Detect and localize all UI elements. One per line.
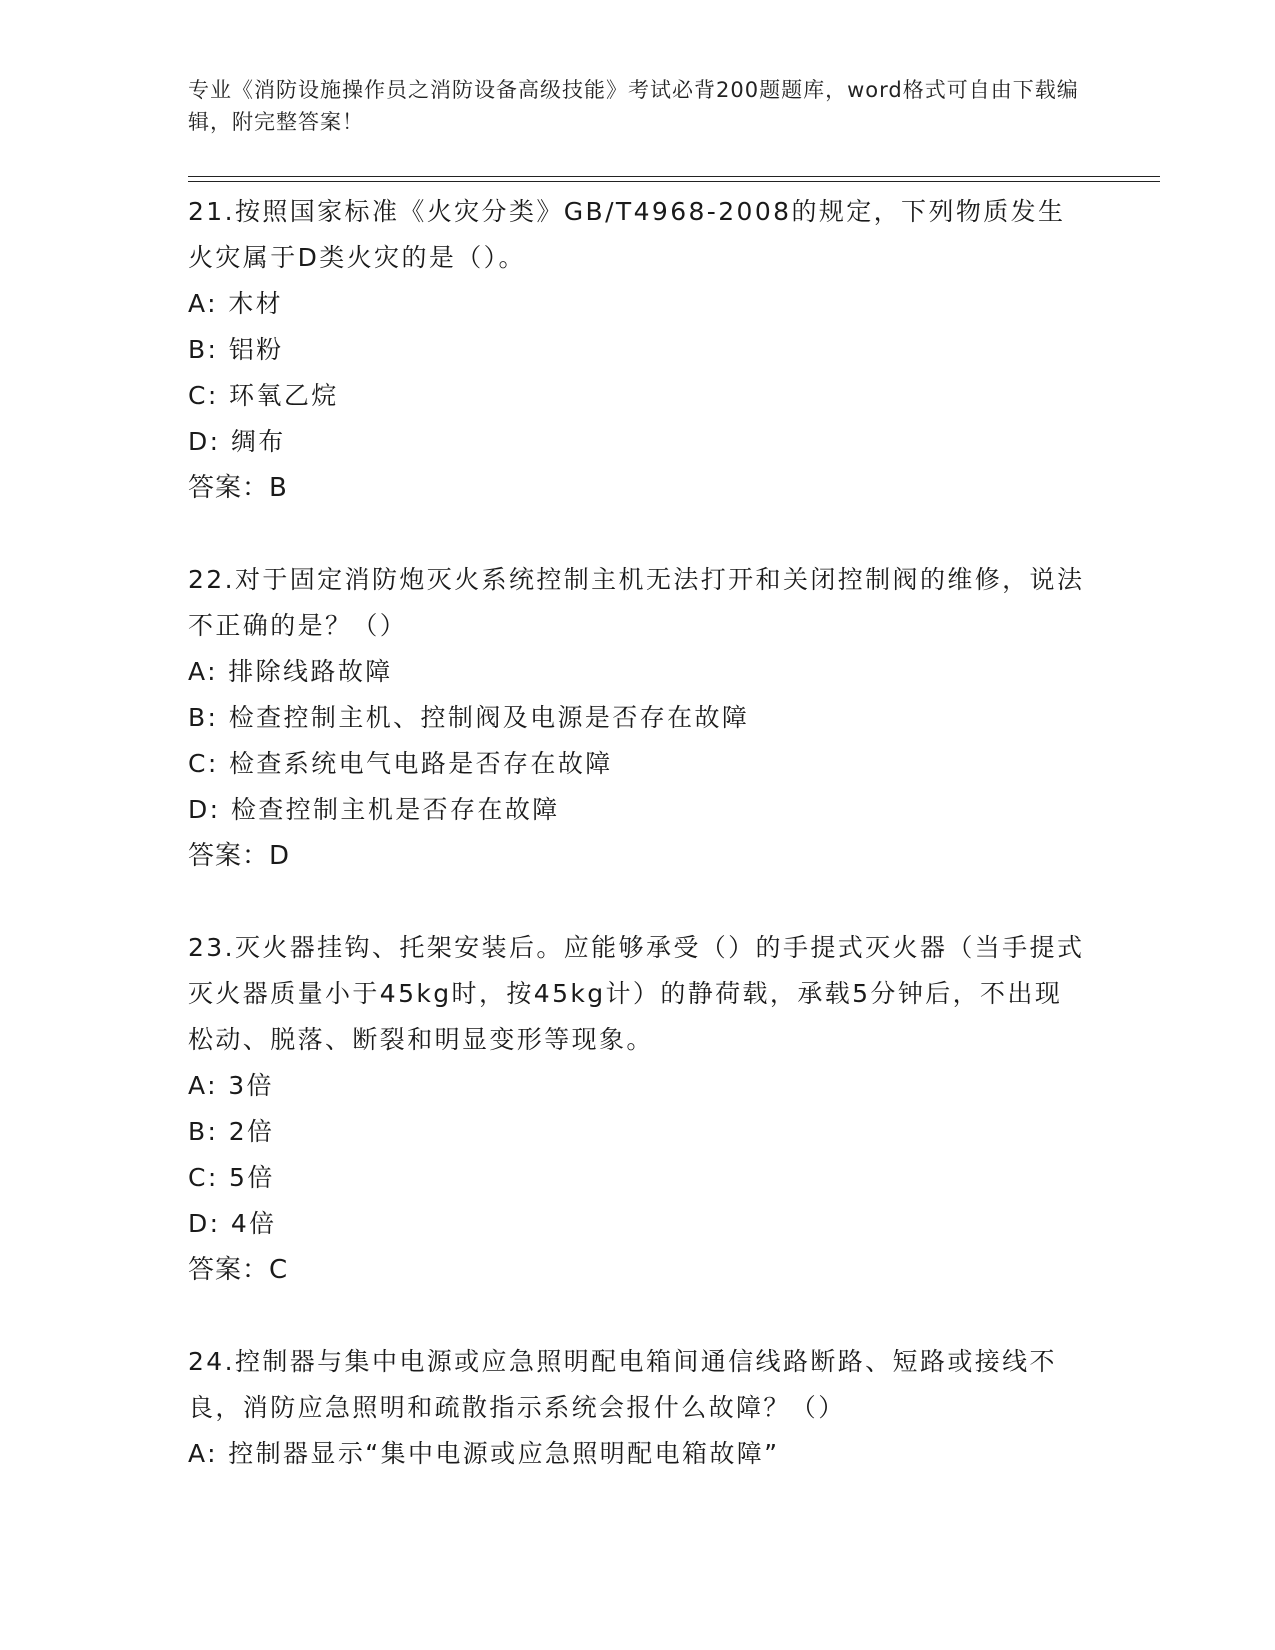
option-c: C: 5倍 [188, 1163, 275, 1192]
document-header: 专业《消防设施操作员之消防设备高级技能》考试必背200题题库，word格式可自由下载编辑，附完整答案！ [188, 78, 1079, 134]
answer-line: 答案：B [188, 473, 288, 503]
option-a: A: 排除线路故障 [188, 657, 393, 686]
option-c: C: 环氧乙烷 [188, 381, 339, 410]
question-text: 22.对于固定消防炮灭火系统控制主机无法打开和关闭控制阀的维修，说法不正确的是？（） [188, 565, 1085, 640]
question-24 [188, 1339, 1088, 1477]
question-21 [188, 189, 1088, 511]
option-d: D: 4倍 [188, 1209, 277, 1238]
option-b: B: 检查控制主机、控制阀及电源是否存在故障 [188, 703, 750, 732]
question-23 [188, 925, 1088, 1293]
question-text: 23.灭火器挂钩、托架安装后。应能够承受（）的手提式灭火器（当手提式灭火器质量小于45kg时，按45kg计）的静荷载，承载5分钟后，不出现松动、脱落、断裂和明显变形等现象。 [188, 933, 1085, 1054]
option-d: D: 绸布 [188, 427, 286, 456]
answer-line: 答案：C [188, 1255, 289, 1285]
question-text: 24.控制器与集中电源或应急照明配电箱间通信线路断路、短路或接线不良，消防应急照明和疏散指示系统会报什么故障？（） [188, 1347, 1057, 1422]
answer-line: 答案：D [188, 841, 291, 871]
question-list [188, 189, 1088, 1523]
header-divider-bottom [188, 181, 1160, 182]
question-22 [188, 557, 1088, 879]
header-divider-top [188, 176, 1160, 177]
option-a: A: 木材 [188, 289, 284, 318]
option-d: D: 检查控制主机是否存在故障 [188, 795, 560, 824]
option-c: C: 检查系统电气电路是否存在故障 [188, 749, 613, 778]
option-a: A: 控制器显示“集中电源或应急照明配电箱故障” [188, 1439, 780, 1468]
question-text: 21.按照国家标准《火灾分类》GB/T4968-2008的规定，下列物质发生火灾属于D类火灾的是（）。 [188, 197, 1066, 272]
option-b: B: 2倍 [188, 1117, 275, 1146]
option-b: B: 铝粉 [188, 335, 284, 364]
option-a: A: 3倍 [188, 1071, 274, 1100]
